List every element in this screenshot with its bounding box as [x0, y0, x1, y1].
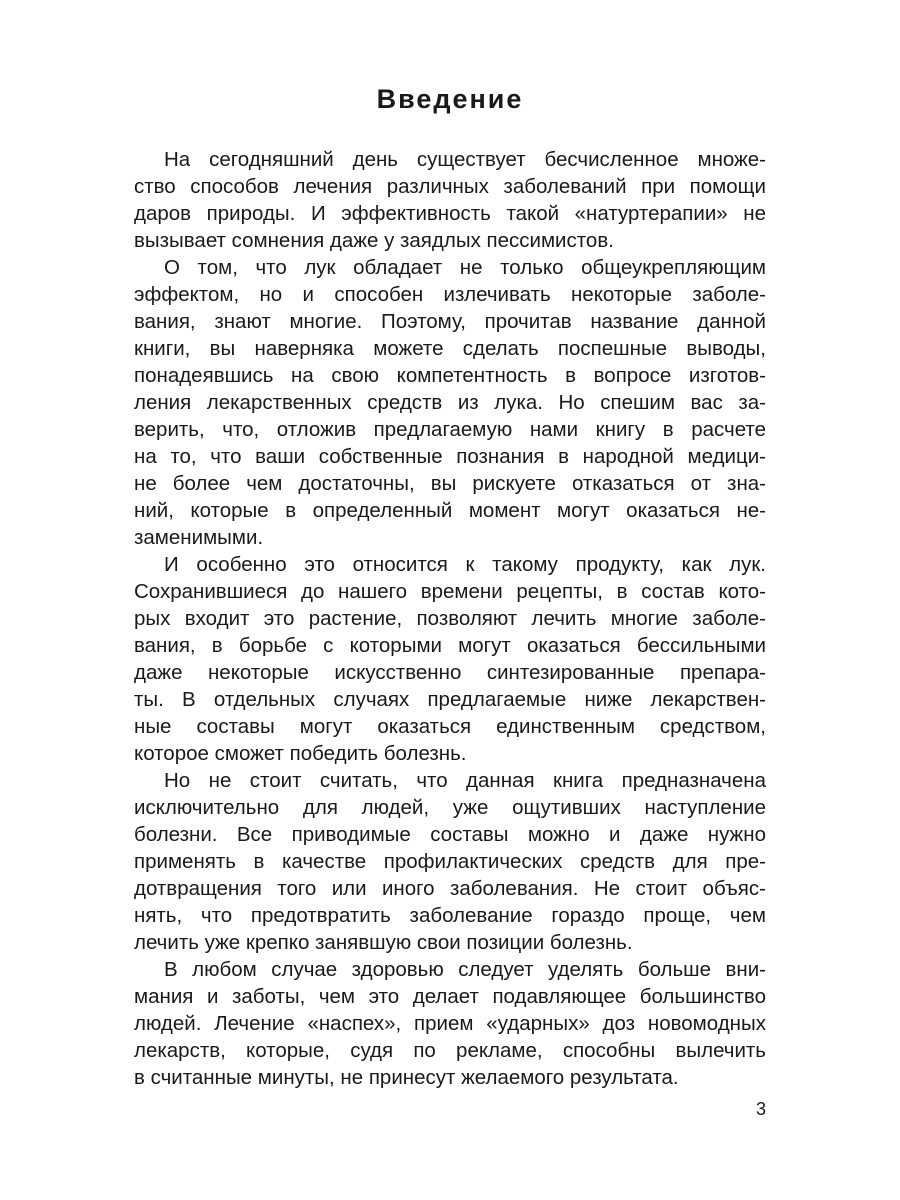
- text-line: в считанные минуты, не принесут желаемого результата.: [134, 1066, 679, 1089]
- text-line: эффектом, но и способен излечивать некоторые заболе-: [134, 283, 766, 306]
- text-line: болезни. Все приводимые составы можно и даже нужно: [134, 823, 766, 846]
- paragraph: [134, 551, 766, 767]
- text-line: понадеявшись на свою компетентность в вопросе изготов-: [134, 364, 766, 387]
- text-line: лечить уже крепко занявшую свои позиции болезнь.: [134, 931, 633, 954]
- text-line: Сохранившиеся до нашего времени рецепты, в состав кото-: [134, 580, 766, 603]
- text-line: людей. Лечение «наспех», прием «ударных» доз новомодных: [134, 1012, 766, 1035]
- text-line: Но не стоит считать, что данная книга предназначена: [164, 769, 766, 792]
- text-line: даже некоторые искусственно синтезированные препара-: [134, 661, 766, 684]
- text-line: ство способов лечения различных заболеваний при помощи: [134, 175, 766, 198]
- text-line: даров природы. И эффективность такой «натуртерапии» не: [134, 202, 766, 225]
- text-line: вания, знают многие. Поэтому, прочитав название данной: [134, 310, 766, 333]
- paragraph: [134, 956, 766, 1091]
- body-text: [134, 146, 766, 1091]
- text-line: вания, в борьбе с которыми могут оказаться бессильными: [134, 634, 766, 657]
- text-line: дотвращения того или иного заболевания. Не стоит объяс-: [134, 877, 766, 900]
- paragraph: [134, 767, 766, 956]
- text-line: не более чем достаточны, вы рискуете отказаться от зна-: [134, 472, 766, 495]
- text-line: рых входит это растение, позволяют лечить многие заболе-: [134, 607, 766, 630]
- text-line: В любом случае здоровью следует уделять больше вни-: [164, 958, 766, 981]
- text-line: нять, что предотвратить заболевание гораздо проще, чем: [134, 904, 766, 927]
- text-line: ний, которые в определенный момент могут оказаться не-: [134, 499, 766, 522]
- text-line: заменимыми.: [134, 526, 264, 549]
- text-line: на то, что ваши собственные познания в народной медици-: [134, 445, 766, 468]
- text-line: ты. В отдельных случаях предлагаемые ниже лекарствен-: [134, 688, 766, 711]
- text-line: мания и заботы, чем это делает подавляющее большинство: [134, 985, 766, 1008]
- text-line: верить, что, отложив предлагаемую нами книгу в расчете: [134, 418, 766, 441]
- text-line: ные составы могут оказаться единственным средством,: [134, 715, 766, 738]
- page-title: Введение: [376, 84, 524, 114]
- text-line: лекарств, которые, судя по рекламе, способны вылечить: [134, 1039, 766, 1062]
- text-line: О том, что лук обладает не только общеукрепляющим: [164, 256, 766, 279]
- text-line: применять в качестве профилактических средств для пре-: [134, 850, 766, 873]
- page-number: 3: [755, 1099, 766, 1119]
- text-line: исключительно для людей, уже ощутивших наступление: [134, 796, 766, 819]
- text-line: И особенно это относится к такому продукту, как лук.: [164, 553, 766, 576]
- text-line: вызывает сомнения даже у заядлых пессимистов.: [134, 229, 614, 252]
- text-line: которое сможет победить болезнь.: [134, 742, 467, 765]
- text-line: ления лекарственных средств из лука. Но спешим вас за-: [134, 391, 766, 414]
- text-line: книги, вы наверняка можете сделать поспешные выводы,: [134, 337, 766, 360]
- paragraph: [134, 146, 766, 254]
- paragraph: [134, 254, 766, 551]
- text-line: На сегодняшний день существует бесчисленное множе-: [164, 148, 766, 171]
